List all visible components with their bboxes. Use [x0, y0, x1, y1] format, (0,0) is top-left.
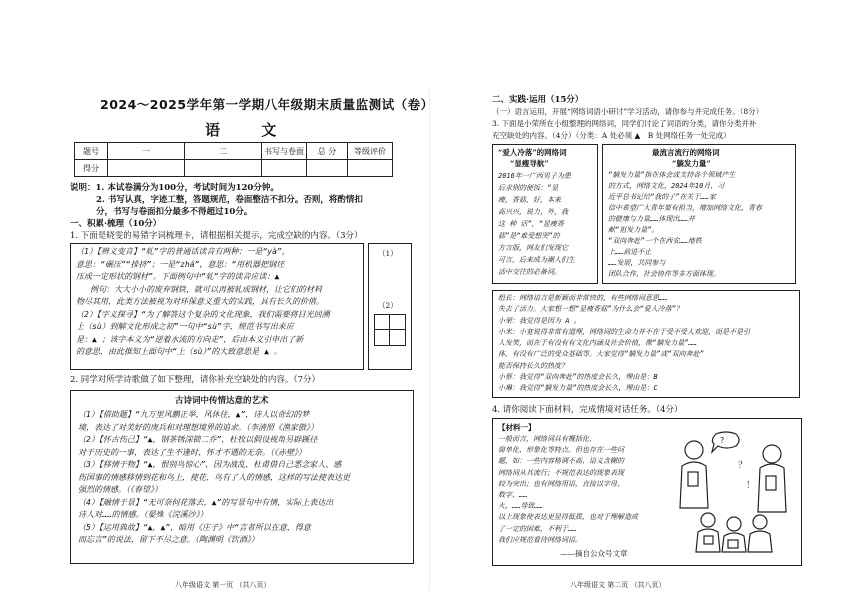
side-label-1: （1） [378, 249, 398, 258]
material-body: 一般而言，网络词具有概括化、 简单化、形象化等特点。但也存在一些问 题，如：一些内容格调不高、语义含糊的 网络词从其流行；不规范表达的现象表现 较为突出；也有网络用语，直接以字母、 数字、…… 火，……导致…… 以上现象使表达更显得低质，也对于理解造成 了一定的困难，不利于…… 我们应规范看待网络词语。 [498, 435, 638, 544]
svg-text:?: ? [720, 436, 725, 445]
section1-heading: 一、积累·梳理（10分） [70, 219, 162, 229]
card-lines: （1）【辨义变音】“轧”字的普通话读音有两种：一是“yà”， 意思：“碾压”“排挤”；一是“zhá”，意思：“用机器把钢坯 压成一定形状的钢材”。下面例句中“轧”字的读音应读：▲ 例句：大大小小的废弃钢铁，就可以再被轧成钢材，让它们的材料 物尽其用，此类方法被视为对环保意义重大的实践，具有长久的价值。 （2）【字义探寻】“为了解答这个复杂的文化现象，我们需要将目光回溯 上（sù）到解文化形成之初”一句中“sù”字，规范书写出来应 是：▲ ；该字本义为“逆着水流的方向走”，后由本义引申出了新 的意思，由此推知上面句中“上（sù）”的大致意思是 ▲ 。 [76, 247, 330, 356]
material-source: ——摘自公众号文章 [560, 549, 628, 558]
question-2: 2. 同学对所学诗歌做了如下整理，请你补充空缺处的内容。（7分） [70, 375, 320, 385]
score-cell-total[interactable] [307, 160, 348, 177]
footer-left: 八年级语文 第一页 （共八页） [175, 581, 271, 589]
news-card-right-subtitle: “躺发力量” [672, 159, 711, 168]
instruction-3: 分，书写与卷面扣分最多不得超过10分。 [96, 207, 253, 217]
section2-sub: （一）语言运用，开展“网络词语小研讨”学习活动，请你参与并完成任务。（8分） [492, 107, 764, 116]
poem-lines: （1）【借助题】“九万里风鹏正举，风休住，▲”，诗人以奇幻的梦 境，表达了对美好的庚兵和对理想境界的追求。（李清照《渔家傲》） （2）【怀古伤己】“▲，钢茶锈深锁二乔”，杜牧以假设视角另辟蹊径 对于历史的一事，表达了生不逢时、怀才不遇的无奈。（《赤壁》） （3）【移情于物】“▲，恨别鸟惊心”，因为战乱，杜甫借自己悉念家人、感 伤国事的情感移情到花和鸟上，使花、鸟有了人的情感，这样的写法使表达更 强烈的情感。（《春望》） （4）【融情于景】“无可奈何花落去，▲”的写景句中有情，实际上表达出 诗人对……的情感。（晏殊《浣溪沙》） （5）【运用典故】“▲，▲”，暗用《庄子》中“言者所以在意，得意 而忘言”的说法，留下不尽之意。（陶渊明《饮酒》） [78, 410, 350, 544]
side-label-2: （2） [378, 301, 398, 310]
question-3b: 充空缺处的内容。（4分）（分类：A 处必须 ▲ B 处网络任务一处完成） [492, 131, 731, 140]
news-card-right-body: “躺发力量”指在体会或支持各个领域产生 的方式，网络文化，2024年10月，习 近平总书记给“我的子”在关于……家 信中希望广大青年要有担当，增加网络文化，青春 的健康与力量……体现出……并 献“祖发力量”。 “双向奔赴”一个在西安……地铁 上……前进不止 ……发展，共同参与 团队合作，社会协作等多方面体现。 [608, 171, 762, 278]
news-card-left-subtitle: “显瘦导航” [510, 159, 549, 168]
subject-title: 语 文 [205, 121, 295, 139]
news-card-left-body: 2016年一广西男子为患 后求别的便饭：“显 瘦，香菇，好，本来 高兴兴，说力，外，我 这 种 话”，“显瘦香 菇”是“难受想哭”的 方言版，网友们发现它 可言，后来成为潮人们生 活中交往的必备词。 [498, 172, 575, 276]
instruction-1: 说明：1. 本试卷满分为100分，考试时间为120分钟。 [70, 183, 279, 193]
question-4: 4. 请你阅读下面材料，完成情境对话任务。（4分） [492, 405, 683, 415]
news-card-right-title: 最流言流行的网络词 [652, 148, 720, 157]
character-grid[interactable] [374, 314, 406, 346]
score-table: 题号 一 二 书写与卷面 总 分 等级评价 得分 [74, 142, 393, 177]
news-card-left-title: “爱人冷落”的网络词 [498, 148, 567, 157]
poem-box-title: 古诗词中传情达意的艺术 [175, 396, 269, 406]
exam-title: 2024～2025学年第一学期八年级期末质量监测试（卷） [100, 97, 434, 112]
svg-text:！: ！ [746, 481, 756, 491]
question-1: 1. 下面是晓雯的易错字词梳理卡，请根据相关提示，完成空缺的内容。（3分） [70, 231, 363, 241]
score-cell-2[interactable] [185, 160, 262, 177]
dialog-lines: 组长：网络语言是新颖而非常快的，有些网络词意思…… 失去了活力。大家想一想“显瘦香菇”为什么会“爱人冷落”？ 小荣：我觉得是因为 A 。 小米：小宽说得非常有道理，网络词的生命力并不在于受不受人欢迎，而是不是引 人发笑，而在于有没有有文化内涵及社会价值，像“躺发力量”…… 体，有没有广泛的受众基础等。大家觉得“躺发力量”或“双向奔赴” 能否保持长久的热度？ 小蔡：我觉得“双向奔赴”的热度会长久，理由是：B 小琳：我觉得“躺发力量”的热度会长久，理由是：C [498, 294, 750, 393]
score-cell-3[interactable] [262, 160, 307, 177]
question-3: 3. 下面是小荣所在小组整理的网络词，同学们讨论了词语的分类，请你分类并补 [492, 119, 757, 128]
svg-text:？: ？ [738, 461, 748, 471]
cartoon-illustration [668, 428, 796, 554]
instruction-2: 2. 书写认真，字迹工整，答题规范，卷面整洁不扣分。否则，将酌情扣 [96, 195, 363, 205]
material-title: 【材料一】 [498, 423, 536, 432]
footer-right: 八年级语文 第二页 （共八页） [570, 581, 666, 589]
score-cell-grade[interactable] [348, 160, 393, 177]
score-cell-1[interactable] [108, 160, 185, 177]
section2-heading: 二、实践·运用（15分） [492, 95, 584, 105]
